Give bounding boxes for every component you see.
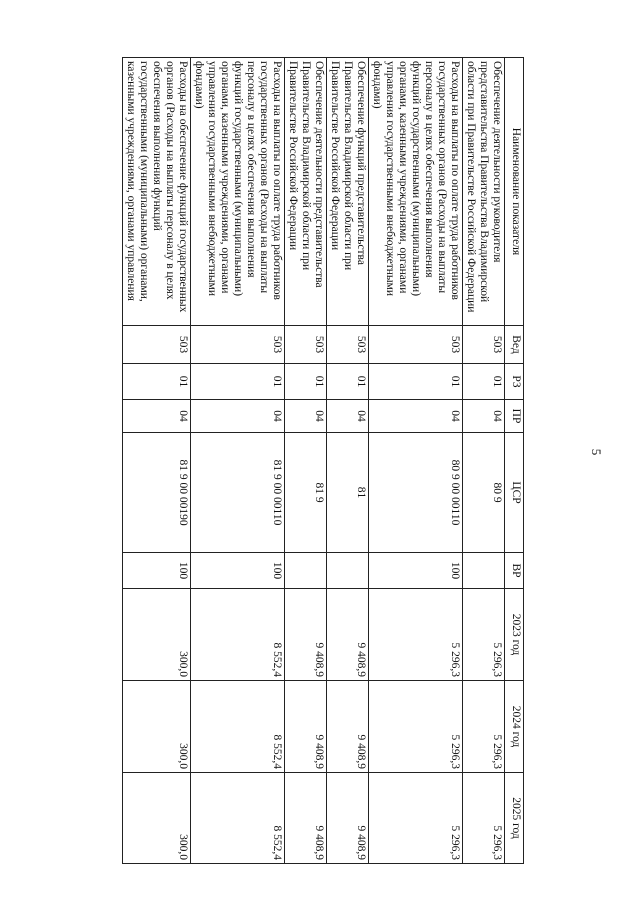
page-number: 5 — [589, 448, 604, 456]
row-2024: 9 408,9 — [327, 681, 369, 773]
row-ved: 503 — [191, 326, 285, 364]
table-header-row — [505, 58, 524, 864]
row-vr — [463, 553, 505, 589]
row-rz: 01 — [285, 364, 327, 400]
row-2024: 300,0 — [123, 681, 191, 773]
budget-table — [122, 57, 524, 864]
header-rz: РЗ — [505, 364, 524, 400]
row-2023: 300,0 — [123, 589, 191, 681]
header-2024: 2024 год — [505, 681, 524, 773]
table-row — [463, 58, 505, 864]
row-ved: 503 — [123, 326, 191, 364]
row-pr: 04 — [123, 400, 191, 433]
row-name: Расходы на выплаты по оплате труда работников государственных органов (Расходы на выплаты персоналу в целях обеспечения выполнения функций государственными (муниципальными) органами, казенными учреждениями, органами управления государственными внебюджетными фондами) — [369, 58, 463, 326]
header-vr: ВР — [505, 553, 524, 589]
row-2025: 5 296,3 — [369, 773, 463, 864]
row-ved: 503 — [463, 326, 505, 364]
header-ved: Вед — [505, 326, 524, 364]
row-csr: 80 9 00 00110 — [369, 433, 463, 553]
row-ved: 503 — [285, 326, 327, 364]
row-rz: 01 — [463, 364, 505, 400]
table-row — [327, 58, 369, 864]
header-2023: 2023 год — [505, 589, 524, 681]
row-ved: 503 — [369, 326, 463, 364]
row-name: Обеспечение деятельности руководителя представительства Правительства Владимирской области при Правительстве Российской Федерации — [463, 58, 505, 326]
row-2025: 300,0 — [123, 773, 191, 864]
row-2024: 9 408,9 — [285, 681, 327, 773]
row-csr: 81 9 00 00110 — [191, 433, 285, 553]
row-ved: 503 — [327, 326, 369, 364]
row-pr: 04 — [369, 400, 463, 433]
row-vr — [327, 553, 369, 589]
row-2025: 8 552,4 — [191, 773, 285, 864]
table-row — [285, 58, 327, 864]
row-pr: 04 — [463, 400, 505, 433]
table-row — [369, 58, 463, 864]
row-name: Расходы на выплаты по оплате труда работников государственных органов (Расходы на выплаты персоналу в целях обеспечения выполнения функций государственными (муниципальными) органами, казенными учреждениями, органами управления государственными внебюджетными фондами) — [191, 58, 285, 326]
row-pr: 04 — [327, 400, 369, 433]
row-vr — [285, 553, 327, 589]
row-csr: 81 9 — [285, 433, 327, 553]
row-2024: 5 296,3 — [463, 681, 505, 773]
row-2025: 5 296,3 — [463, 773, 505, 864]
row-2025: 9 408,9 — [327, 773, 369, 864]
row-pr: 04 — [285, 400, 327, 433]
row-csr: 81 9 00 00190 — [123, 433, 191, 553]
row-vr: 100 — [123, 553, 191, 589]
row-2024: 8 552,4 — [191, 681, 285, 773]
row-rz: 01 — [369, 364, 463, 400]
header-pr: ПР — [505, 400, 524, 433]
row-name: Расходы на обеспечение функций государственных органов (Расходы на выплаты персоналу в целях обеспечения выполнения функций государственными (муниципальными) органами, казенными учреждениями, органами управления — [123, 58, 191, 326]
row-rz: 01 — [191, 364, 285, 400]
row-csr: 81 — [327, 433, 369, 553]
row-2023: 8 552,4 — [191, 589, 285, 681]
row-vr: 100 — [191, 553, 285, 589]
table-row — [191, 58, 285, 864]
row-csr: 80 9 — [463, 433, 505, 553]
row-2024: 5 296,3 — [369, 681, 463, 773]
row-rz: 01 — [123, 364, 191, 400]
header-name: Наименование показателя — [505, 58, 524, 326]
header-2025: 2025 год — [505, 773, 524, 864]
row-2023: 5 296,3 — [369, 589, 463, 681]
row-2025: 9 408,9 — [285, 773, 327, 864]
table-row — [123, 58, 191, 864]
header-csr: ЦСР — [505, 433, 524, 553]
row-2023: 5 296,3 — [463, 589, 505, 681]
row-vr: 100 — [369, 553, 463, 589]
row-pr: 04 — [191, 400, 285, 433]
row-2023: 9 408,9 — [285, 589, 327, 681]
row-rz: 01 — [327, 364, 369, 400]
row-name: Обеспечение функций представительства Правительства Владимирской области при Правительстве Российской Федерации — [327, 58, 369, 326]
row-2023: 9 408,9 — [327, 589, 369, 681]
row-name: Обеспечение деятельности представительства Правительства Владимирской области при Правительстве Российской Федерации — [285, 58, 327, 326]
